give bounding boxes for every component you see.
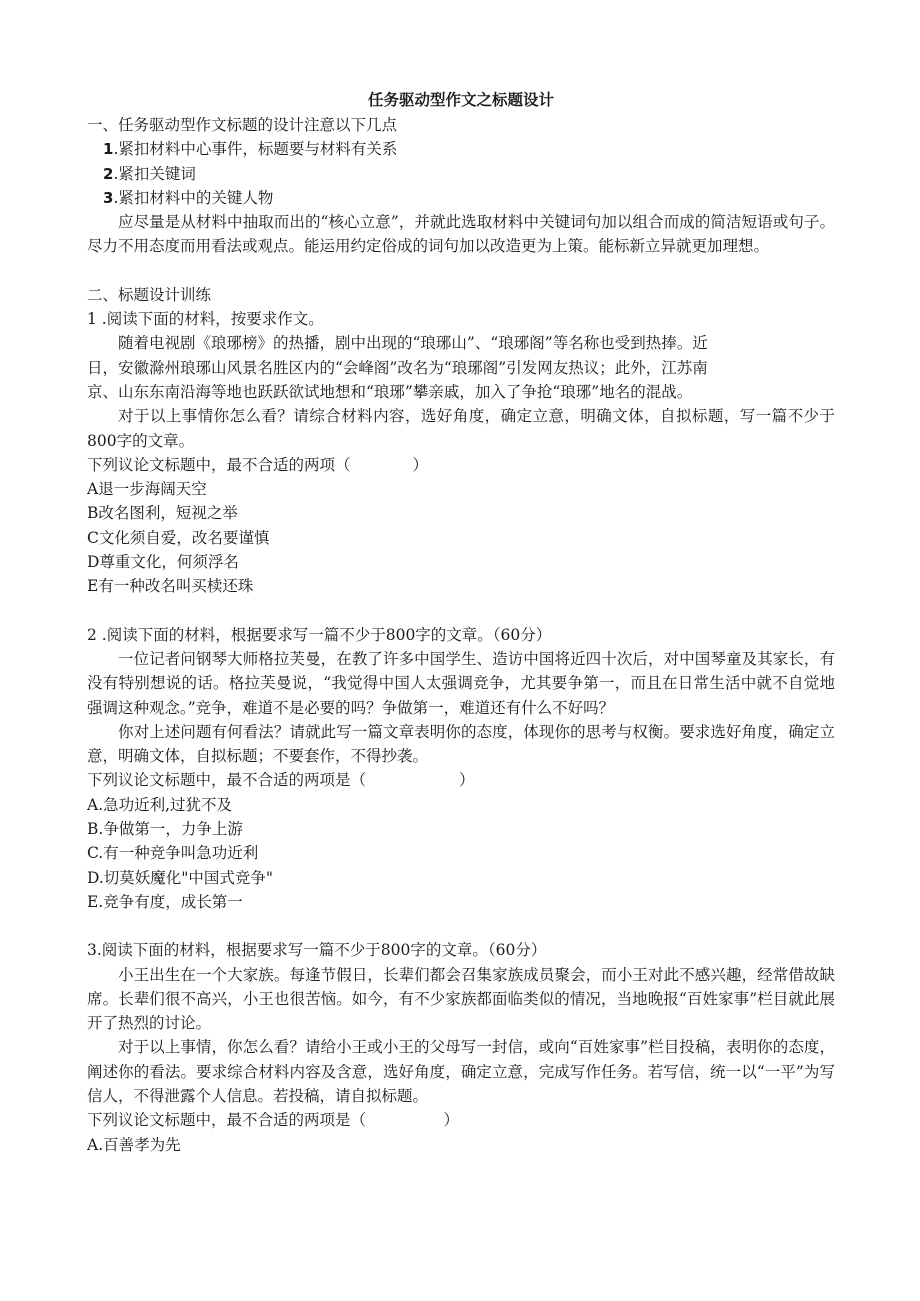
- q3-label: 3.阅读下面的材料，根据要求写一篇不少于800字的文章。（60分）: [87, 941, 547, 960]
- q2-question: 下列议论文标题中，最不合适的两项是（ ）: [87, 771, 475, 790]
- section1-item-1-text: .紧扣材料中心事件，标题要与材料有关系: [113, 140, 398, 159]
- section1-item-2-num: 2: [103, 164, 114, 183]
- section1-item-2: [87, 162, 835, 186]
- spacer: [87, 259, 835, 283]
- q2-option-a: A.急功近利,过犹不及: [87, 795, 233, 814]
- q1-material-line1: 随着电视剧《琅琊榜》的热播，剧中出现的“琅琊山”、“琅琊阁”等名称也受到热捧。近: [118, 334, 708, 353]
- q1-option-e: E有一种改名叫买椟还珠: [87, 577, 254, 596]
- q3-option-a: A.百善孝为先: [87, 1135, 181, 1154]
- q1-option-d: D尊重文化，何须浮名: [87, 553, 239, 572]
- section1-item-1: [87, 137, 835, 161]
- section1-paragraph: 应尽量是从材料中抽取而出的“核心立意”，并就此选取材料中关键词句加以组合而成的简洁短语或句子。尽力不用态度而用看法或观点。能运用约定俗成的词句加以改造更为上策。能标新立异就更加理想。: [87, 213, 835, 256]
- q2-option-c: C.有一种竞争叫急功近利: [87, 844, 259, 863]
- q1-option-a: A退一步海阔天空: [87, 480, 207, 499]
- q1-material-line3: 京、山东东南沿海等地也跃跃欲试地想和“琅琊”攀亲戚，加入了争抢“琅琊”地名的混战。: [87, 382, 693, 401]
- q2-task: 你对上述问题有何看法？请就此写一篇文章表明你的态度，体现你的思考与权衡。要求选好角度，确定立意，明确文体，自拟标题；不要套作，不得抄袭。: [87, 722, 835, 766]
- page-title: 任务驱动型作文之标题设计: [367, 91, 554, 109]
- section1-item-2-text: .紧扣关键词: [113, 164, 196, 183]
- document-page: [87, 88, 835, 1157]
- section1-item-3-num: 3: [103, 188, 114, 207]
- q2-label: 2 .阅读下面的材料，根据要求写一篇不少于800字的文章。（60分）: [87, 625, 552, 644]
- section1-item-3: [87, 186, 835, 210]
- spacer: [87, 914, 835, 938]
- section1-item-1-num: 1: [103, 140, 114, 159]
- q2-option-b: B.争做第一，力争上游: [87, 820, 243, 839]
- q1-question: 下列议论文标题中，最不合适的两项（ ）: [87, 455, 429, 474]
- spacer: [87, 599, 835, 623]
- q2-option-e: E.竞争有度，成长第一: [87, 892, 243, 911]
- q1-task: 对于以上事情你怎么看？请综合材料内容，选好角度，确定立意，明确文体，自拟标题，写一篇不少于800字的文章。: [87, 407, 835, 450]
- q1-material-line2: 日，安徽滁州琅琊山风景名胜区内的“会峰阁”改名为“琅琊阁”引发网友热议；此外，江苏南: [87, 358, 708, 377]
- q3-material: 小王出生在一个大家族。每逢节假日，长辈们都会召集家族成员聚会，而小王对此不感兴趣，经常借故缺席。长辈们很不高兴，小王也很苦恼。如今，有不少家族都面临类似的情况，当地晚报“百姓家事”栏目就此展开了热烈的讨论。: [87, 965, 835, 1033]
- q3-question: 下列议论文标题中，最不合适的两项是（ ）: [87, 1111, 460, 1130]
- q1-option-b: B改名图利，短视之举: [87, 504, 238, 523]
- section1-item-3-text: .紧扣材料中的关键人物: [113, 188, 274, 207]
- section1-heading: 一、任务驱动型作文标题的设计注意以下几点: [87, 116, 398, 134]
- q3-task: 对于以上事情，你怎么看？请给小王或小王的父母写一封信，或向“百姓家事”栏目投稿，表明你的态度，阐述你的看法。要求综合材料内容及含意，选好角度，确定立意，完成写作任务。若写信，统一以“一平”为写信人，不得泄露个人信息。若投稿，请自拟标题。: [87, 1038, 835, 1105]
- q1-option-c: C文化须自爱，改名要谨慎: [87, 528, 270, 547]
- q2-material: 一位记者问钢琴大师格拉芙曼，在教了许多中国学生、造访中国将近四十次后，对中国琴童及其家长，有没有特别想说的话。格拉芙曼说，“我觉得中国人太强调竞争，尤其要争第一，而且在日常生活中就不自觉地强调这种观念。”竞争，难道不是必要的吗？争做第一，难道还有什么不好吗？: [87, 649, 835, 717]
- section2-heading: 二、标题设计训练: [87, 285, 212, 304]
- q2-option-d: D.切莫妖魔化"中国式竞争": [87, 868, 274, 887]
- q1-label: 1 .阅读下面的材料，按要求作文。: [87, 310, 324, 329]
